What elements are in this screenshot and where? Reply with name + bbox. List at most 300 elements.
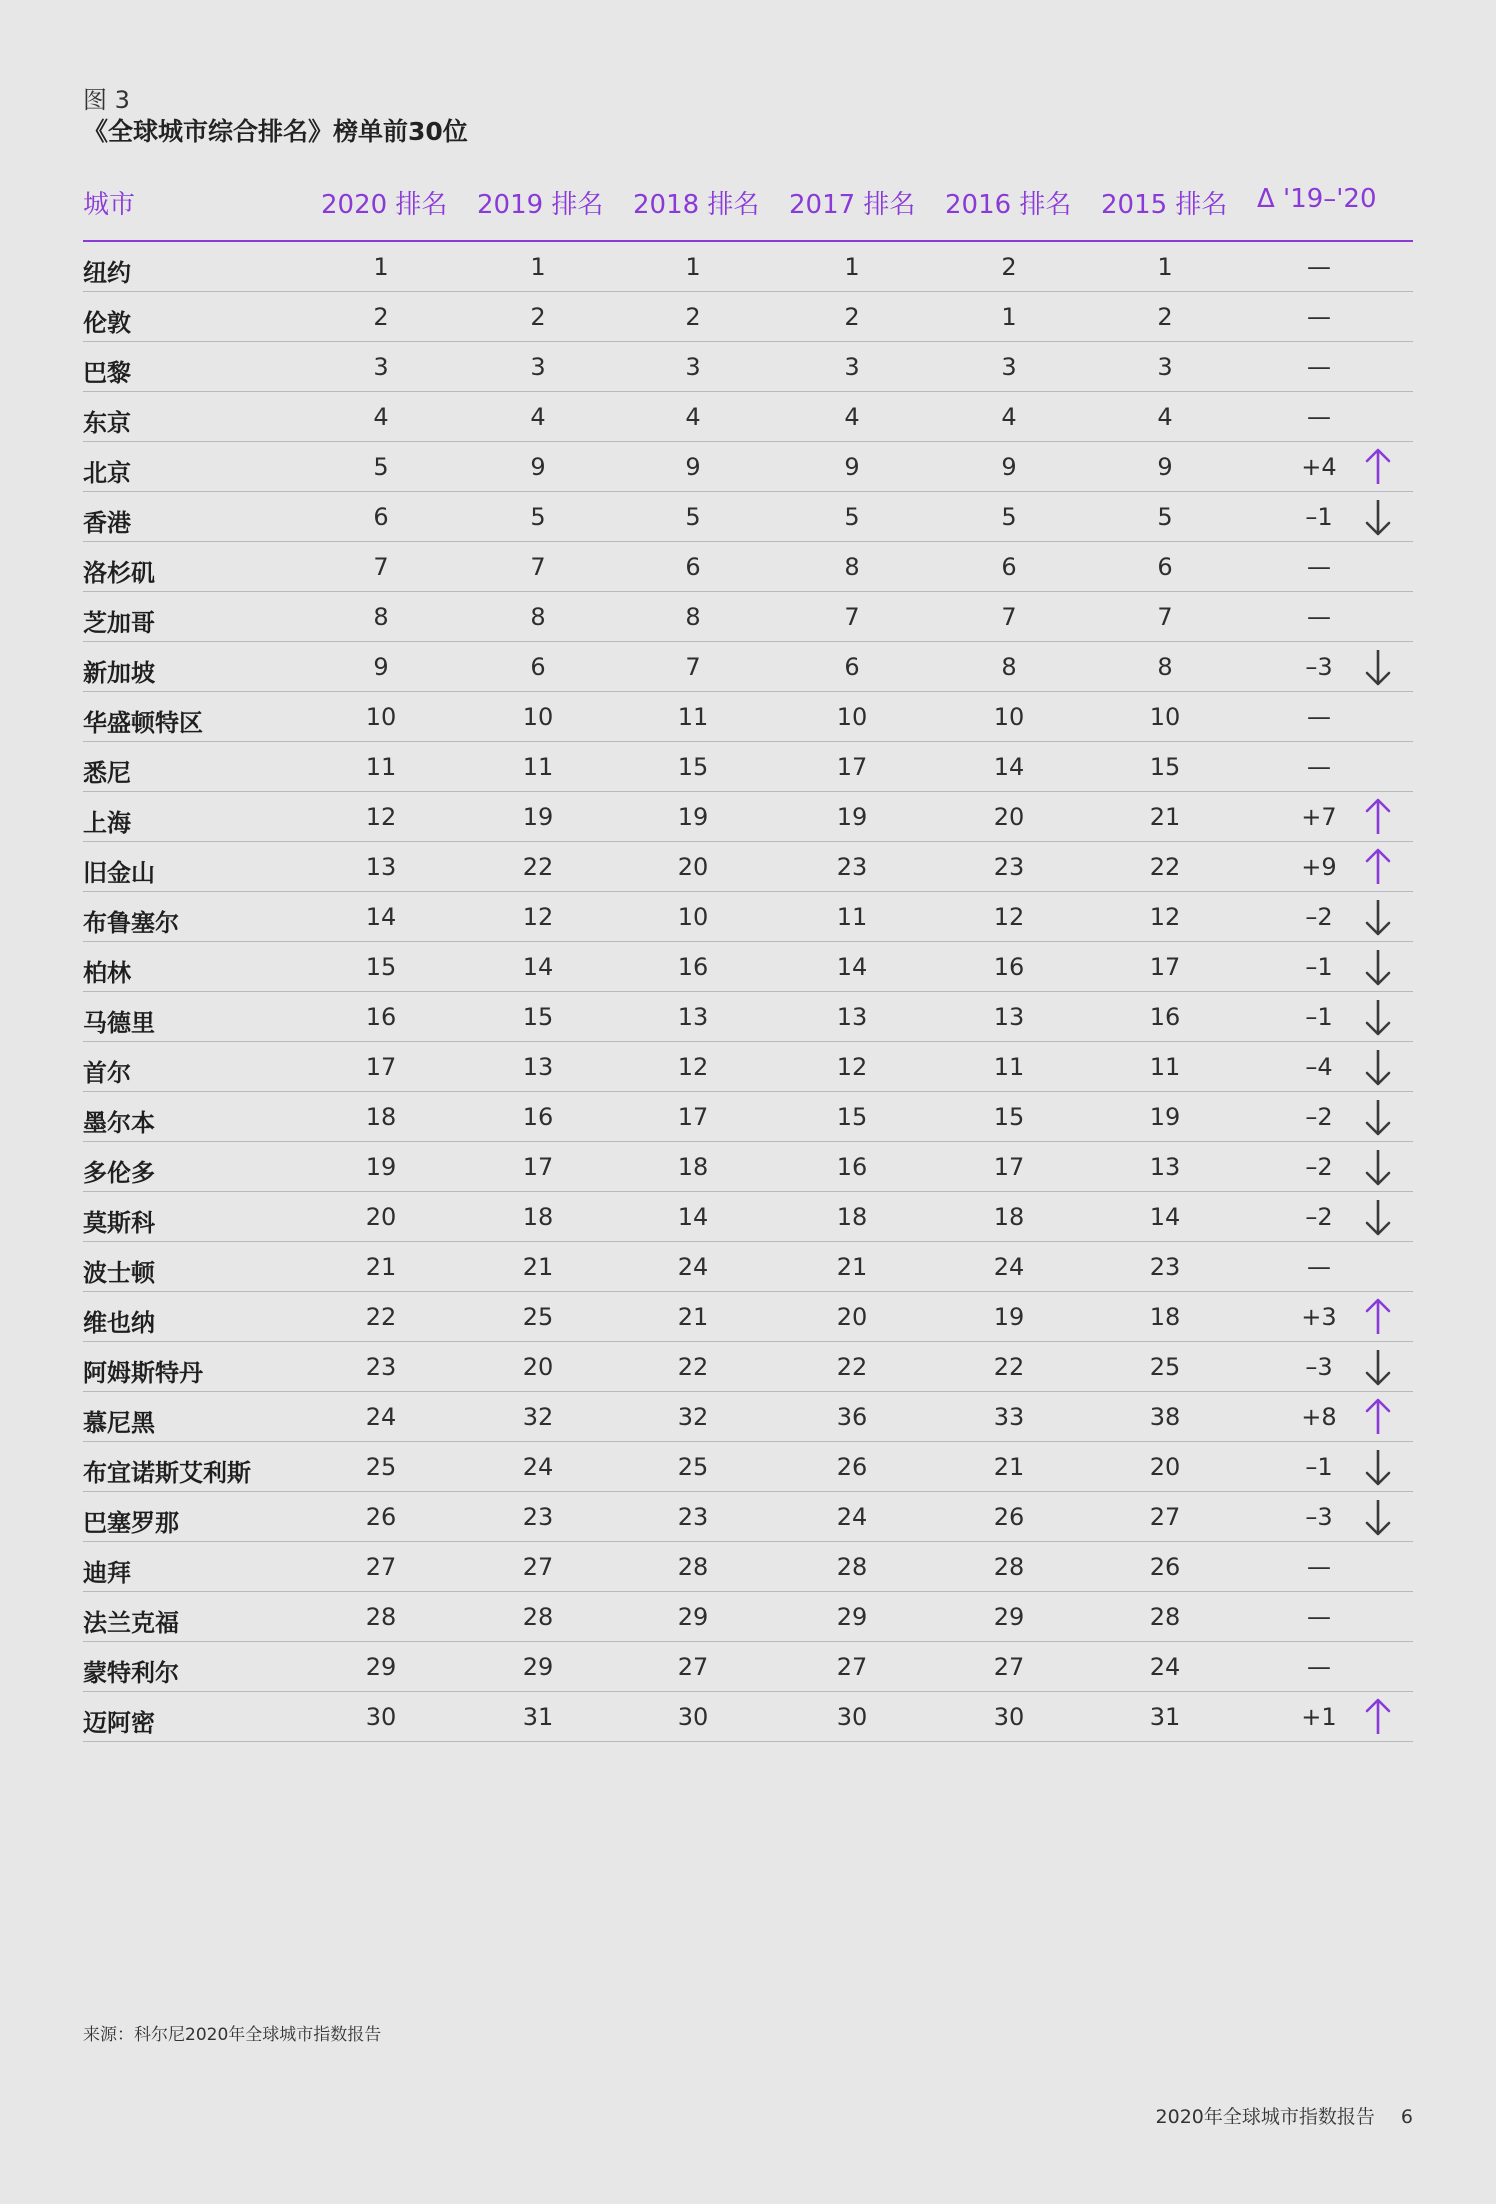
rank-2018: 2	[685, 303, 701, 331]
rank-2016: 4	[1001, 403, 1017, 431]
rank-2015: 20	[1149, 1453, 1181, 1481]
table-row	[83, 1592, 1413, 1642]
rank-2016: 30	[993, 1703, 1025, 1731]
city: 波士顿	[83, 1259, 155, 1287]
city: 法兰克福	[83, 1609, 179, 1637]
city: 北京	[83, 459, 131, 487]
rank-2017: 26	[836, 1453, 868, 1481]
table-row	[83, 1542, 1413, 1592]
rank-2017: 10	[836, 703, 868, 731]
header-2019: 2019 排名	[477, 190, 604, 220]
rank-2020: 11	[365, 753, 397, 781]
rank-change: –2	[1305, 1153, 1333, 1181]
rank-2015: 22	[1149, 853, 1181, 881]
rank-2015: 12	[1149, 903, 1181, 931]
city: 维也纳	[83, 1309, 155, 1337]
arrow-down-icon	[1363, 996, 1393, 1038]
rank-2019: 10	[522, 703, 554, 731]
city: 马德里	[83, 1009, 155, 1037]
rank-2019: 28	[522, 1603, 554, 1631]
city: 首尔	[83, 1059, 131, 1087]
rank-2020: 15	[365, 953, 397, 981]
city: 旧金山	[83, 859, 155, 887]
rank-change: –3	[1305, 1353, 1333, 1381]
rank-2017: 1	[844, 253, 860, 281]
rank-2017: 6	[844, 653, 860, 681]
city: 洛杉矶	[83, 559, 155, 587]
arrow-down-icon	[1363, 496, 1393, 538]
city: 芝加哥	[83, 609, 155, 637]
rank-2016: 13	[993, 1003, 1025, 1031]
city: 上海	[83, 809, 131, 837]
rank-2019: 22	[522, 853, 554, 881]
rank-2020: 18	[365, 1103, 397, 1131]
rank-2016: 2	[1001, 253, 1017, 281]
rank-2017: 2	[844, 303, 860, 331]
rank-2019: 8	[530, 603, 546, 631]
rank-2016: 9	[1001, 453, 1017, 481]
table-row	[83, 1192, 1413, 1242]
rank-2017: 7	[844, 603, 860, 631]
rank-2016: 18	[993, 1203, 1025, 1231]
rank-2019: 1	[530, 253, 546, 281]
rank-2016: 6	[1001, 553, 1017, 581]
header-delta: Δ '19–'20	[1257, 184, 1377, 214]
table-row	[83, 1692, 1413, 1742]
rank-2018: 13	[677, 1003, 709, 1031]
rank-2018: 8	[685, 603, 701, 631]
rank-2015: 18	[1149, 1303, 1181, 1331]
rank-2019: 2	[530, 303, 546, 331]
table-row	[83, 1292, 1413, 1342]
rank-2020: 19	[365, 1153, 397, 1181]
header-2018: 2018 排名	[633, 190, 760, 220]
rank-2017: 18	[836, 1203, 868, 1231]
arrow-down-icon	[1363, 1196, 1393, 1238]
table-row	[83, 992, 1413, 1042]
rank-2018: 7	[685, 653, 701, 681]
rank-2016: 19	[993, 1303, 1025, 1331]
rank-2018: 18	[677, 1153, 709, 1181]
rank-2018: 6	[685, 553, 701, 581]
rank-2015: 13	[1149, 1153, 1181, 1181]
rank-2018: 22	[677, 1353, 709, 1381]
rank-change: +3	[1301, 1303, 1337, 1331]
table-row	[83, 292, 1413, 342]
rank-2016: 22	[993, 1353, 1025, 1381]
rank-2016: 12	[993, 903, 1025, 931]
rank-2018: 9	[685, 453, 701, 481]
table-row	[83, 642, 1413, 692]
rank-2018: 29	[677, 1603, 709, 1631]
rank-2019: 12	[522, 903, 554, 931]
table-row	[83, 342, 1413, 392]
figure-label: 图 3	[83, 86, 130, 114]
rank-2016: 3	[1001, 353, 1017, 381]
table-row	[83, 942, 1413, 992]
rank-change: –2	[1305, 1103, 1333, 1131]
rank-2020: 21	[365, 1253, 397, 1281]
city: 阿姆斯特丹	[83, 1359, 203, 1387]
rank-2016: 14	[993, 753, 1025, 781]
rank-2018: 10	[677, 903, 709, 931]
rank-2016: 23	[993, 853, 1025, 881]
rank-2015: 27	[1149, 1503, 1181, 1531]
rank-2020: 26	[365, 1503, 397, 1531]
city: 纽约	[83, 259, 131, 287]
page-footer	[1156, 2102, 1413, 2129]
rank-2019: 13	[522, 1053, 554, 1081]
rank-change: –3	[1305, 1503, 1333, 1531]
header-2017: 2017 排名	[789, 190, 916, 220]
rank-2020: 16	[365, 1003, 397, 1031]
rank-2020: 12	[365, 803, 397, 831]
table-row	[83, 1142, 1413, 1192]
rank-2017: 13	[836, 1003, 868, 1031]
table-row	[83, 1242, 1413, 1292]
rank-2020: 4	[373, 403, 389, 431]
rank-2018: 24	[677, 1253, 709, 1281]
rank-2020: 3	[373, 353, 389, 381]
rank-2016: 5	[1001, 503, 1017, 531]
rank-2017: 8	[844, 553, 860, 581]
rank-2016: 7	[1001, 603, 1017, 631]
rank-2020: 27	[365, 1553, 397, 1581]
rank-2015: 38	[1149, 1403, 1181, 1431]
rank-2015: 21	[1149, 803, 1181, 831]
figure-title: 《全球城市综合排名》榜单前30位	[83, 117, 468, 146]
city: 华盛顿特区	[83, 709, 203, 737]
arrow-down-icon	[1363, 896, 1393, 938]
rank-2020: 22	[365, 1303, 397, 1331]
header-2020: 2020 排名	[321, 190, 448, 220]
rank-2018: 12	[677, 1053, 709, 1081]
rank-2017: 12	[836, 1053, 868, 1081]
rank-2015: 3	[1157, 353, 1173, 381]
rank-2017: 14	[836, 953, 868, 981]
table-row	[83, 1392, 1413, 1442]
rank-2016: 20	[993, 803, 1025, 831]
rank-2018: 23	[677, 1503, 709, 1531]
source-note: 来源：科尔尼2020年全球城市指数报告	[83, 2025, 382, 2045]
arrow-down-icon	[1363, 946, 1393, 988]
rank-2019: 20	[522, 1353, 554, 1381]
table-row	[83, 242, 1413, 292]
table-row	[83, 592, 1413, 642]
rank-2017: 21	[836, 1253, 868, 1281]
rank-2018: 21	[677, 1303, 709, 1331]
arrow-down-icon	[1363, 1046, 1393, 1088]
rank-change: —	[1307, 253, 1331, 281]
arrow-up-icon	[1363, 846, 1393, 888]
rank-2020: 8	[373, 603, 389, 631]
table-row	[83, 792, 1413, 842]
rank-2020: 14	[365, 903, 397, 931]
rank-2015: 8	[1157, 653, 1173, 681]
rank-2016: 1	[1001, 303, 1017, 331]
city: 悉尼	[83, 759, 131, 787]
rank-change: —	[1307, 403, 1331, 431]
arrow-down-icon	[1363, 1446, 1393, 1488]
rank-2016: 26	[993, 1503, 1025, 1531]
table-row	[83, 542, 1413, 592]
rank-2018: 20	[677, 853, 709, 881]
rank-2020: 25	[365, 1453, 397, 1481]
table-row	[83, 492, 1413, 542]
rank-2015: 26	[1149, 1553, 1181, 1581]
rank-change: +4	[1301, 453, 1337, 481]
rank-2017: 16	[836, 1153, 868, 1181]
rank-2020: 9	[373, 653, 389, 681]
rank-change: –1	[1305, 503, 1333, 531]
rank-2020: 24	[365, 1403, 397, 1431]
rank-2016: 33	[993, 1403, 1025, 1431]
rank-2018: 17	[677, 1103, 709, 1131]
rank-change: —	[1307, 553, 1331, 581]
rank-2015: 31	[1149, 1703, 1181, 1731]
rank-change: –2	[1305, 903, 1333, 931]
rank-2017: 24	[836, 1503, 868, 1531]
table-row	[83, 1442, 1413, 1492]
rank-2018: 14	[677, 1203, 709, 1231]
table-row	[83, 1042, 1413, 1092]
rank-2015: 16	[1149, 1003, 1181, 1031]
city: 伦敦	[83, 309, 131, 337]
rank-change: —	[1307, 303, 1331, 331]
city: 新加坡	[83, 659, 155, 687]
table-row	[83, 892, 1413, 942]
rank-2017: 17	[836, 753, 868, 781]
table-body	[83, 242, 1413, 1742]
city: 巴黎	[83, 359, 131, 387]
rank-2015: 1	[1157, 253, 1173, 281]
rank-2019: 19	[522, 803, 554, 831]
rank-2015: 23	[1149, 1253, 1181, 1281]
arrow-down-icon	[1363, 1096, 1393, 1138]
rank-2018: 11	[677, 703, 709, 731]
rank-change: –2	[1305, 1203, 1333, 1231]
rank-2019: 21	[522, 1253, 554, 1281]
rank-2019: 16	[522, 1103, 554, 1131]
rank-2015: 15	[1149, 753, 1181, 781]
city: 莫斯科	[83, 1209, 155, 1237]
rank-2019: 23	[522, 1503, 554, 1531]
table-header	[83, 170, 1413, 242]
rank-2015: 9	[1157, 453, 1173, 481]
city: 多伦多	[83, 1159, 155, 1187]
header-2015: 2015 排名	[1101, 190, 1228, 220]
rank-2019: 32	[522, 1403, 554, 1431]
city: 巴塞罗那	[83, 1509, 179, 1537]
city: 布鲁塞尔	[83, 909, 179, 937]
rank-2019: 3	[530, 353, 546, 381]
rank-change: –1	[1305, 1453, 1333, 1481]
rank-2020: 2	[373, 303, 389, 331]
rank-2019: 24	[522, 1453, 554, 1481]
rank-2020: 30	[365, 1703, 397, 1731]
table-row	[83, 692, 1413, 742]
rank-change: –1	[1305, 953, 1333, 981]
rank-change: —	[1307, 1653, 1331, 1681]
rank-2015: 19	[1149, 1103, 1181, 1131]
arrow-down-icon	[1363, 646, 1393, 688]
rank-2020: 28	[365, 1603, 397, 1631]
rank-2019: 15	[522, 1003, 554, 1031]
rank-2016: 8	[1001, 653, 1017, 681]
rank-2015: 28	[1149, 1603, 1181, 1631]
rank-2017: 28	[836, 1553, 868, 1581]
rank-2016: 27	[993, 1653, 1025, 1681]
rank-2020: 29	[365, 1653, 397, 1681]
rank-2016: 21	[993, 1453, 1025, 1481]
rank-2015: 17	[1149, 953, 1181, 981]
rank-2015: 7	[1157, 603, 1173, 631]
rank-2020: 23	[365, 1353, 397, 1381]
city: 蒙特利尔	[83, 1659, 179, 1687]
rank-2019: 18	[522, 1203, 554, 1231]
city: 迈阿密	[83, 1709, 155, 1737]
rank-2019: 7	[530, 553, 546, 581]
rank-2016: 10	[993, 703, 1025, 731]
rank-2016: 28	[993, 1553, 1025, 1581]
rank-2017: 5	[844, 503, 860, 531]
rank-2016: 29	[993, 1603, 1025, 1631]
rank-2018: 15	[677, 753, 709, 781]
rank-change: —	[1307, 603, 1331, 631]
rank-2019: 31	[522, 1703, 554, 1731]
rank-2015: 10	[1149, 703, 1181, 731]
arrow-down-icon	[1363, 1346, 1393, 1388]
rank-2020: 13	[365, 853, 397, 881]
page-number: 6	[1400, 2106, 1413, 2128]
table-row	[83, 392, 1413, 442]
rank-2016: 16	[993, 953, 1025, 981]
city: 迪拜	[83, 1559, 131, 1587]
rank-2020: 1	[373, 253, 389, 281]
rank-2016: 17	[993, 1153, 1025, 1181]
header-2016: 2016 排名	[945, 190, 1072, 220]
rank-change: +1	[1301, 1703, 1337, 1731]
rank-2019: 29	[522, 1653, 554, 1681]
city: 柏林	[83, 959, 131, 987]
rank-2018: 32	[677, 1403, 709, 1431]
city: 布宜诺斯艾利斯	[83, 1459, 251, 1487]
rank-2017: 23	[836, 853, 868, 881]
rank-2018: 1	[685, 253, 701, 281]
rank-change: +7	[1301, 803, 1337, 831]
rank-change: –4	[1305, 1053, 1333, 1081]
rank-2018: 30	[677, 1703, 709, 1731]
rank-change: —	[1307, 1253, 1331, 1281]
arrow-down-icon	[1363, 1496, 1393, 1538]
rank-2017: 29	[836, 1603, 868, 1631]
table-row	[83, 1492, 1413, 1542]
rank-2015: 24	[1149, 1653, 1181, 1681]
rank-2017: 20	[836, 1303, 868, 1331]
rank-2020: 10	[365, 703, 397, 731]
rank-change: —	[1307, 753, 1331, 781]
rank-2017: 19	[836, 803, 868, 831]
rank-2017: 9	[844, 453, 860, 481]
rank-2016: 24	[993, 1253, 1025, 1281]
rank-2019: 11	[522, 753, 554, 781]
table-row	[83, 742, 1413, 792]
arrow-up-icon	[1363, 1696, 1393, 1738]
rank-2018: 19	[677, 803, 709, 831]
rank-2016: 15	[993, 1103, 1025, 1131]
rank-change: —	[1307, 353, 1331, 381]
rank-2018: 27	[677, 1653, 709, 1681]
rank-2018: 3	[685, 353, 701, 381]
rank-change: —	[1307, 703, 1331, 731]
rank-change: —	[1307, 1603, 1331, 1631]
rank-2015: 4	[1157, 403, 1173, 431]
rank-2020: 6	[373, 503, 389, 531]
rank-2019: 17	[522, 1153, 554, 1181]
rank-2019: 5	[530, 503, 546, 531]
rank-2020: 17	[365, 1053, 397, 1081]
rank-2018: 28	[677, 1553, 709, 1581]
arrow-down-icon	[1363, 1146, 1393, 1188]
rank-2015: 11	[1149, 1053, 1181, 1081]
rank-2017: 36	[836, 1403, 868, 1431]
rank-2019: 4	[530, 403, 546, 431]
rank-2017: 3	[844, 353, 860, 381]
arrow-up-icon	[1363, 1396, 1393, 1438]
footer-report-title: 2020年全球城市指数报告	[1155, 2106, 1375, 2128]
arrow-up-icon	[1363, 796, 1393, 838]
rank-2020: 5	[373, 453, 389, 481]
rank-change: +9	[1301, 853, 1337, 881]
city: 东京	[83, 409, 131, 437]
rank-2017: 15	[836, 1103, 868, 1131]
rank-2015: 25	[1149, 1353, 1181, 1381]
rank-2017: 22	[836, 1353, 868, 1381]
city: 香港	[83, 509, 131, 537]
city: 墨尔本	[83, 1109, 155, 1137]
rank-2017: 11	[836, 903, 868, 931]
rank-2018: 16	[677, 953, 709, 981]
rank-change: –3	[1305, 653, 1333, 681]
rank-2017: 27	[836, 1653, 868, 1681]
rank-2019: 27	[522, 1553, 554, 1581]
rank-2015: 6	[1157, 553, 1173, 581]
rank-2016: 11	[993, 1053, 1025, 1081]
table-row	[83, 1092, 1413, 1142]
rank-change: +8	[1301, 1403, 1337, 1431]
rank-change: —	[1307, 1553, 1331, 1581]
rank-2018: 4	[685, 403, 701, 431]
ranking-table	[83, 170, 1413, 1742]
rank-2018: 25	[677, 1453, 709, 1481]
rank-2019: 25	[522, 1303, 554, 1331]
city: 慕尼黑	[83, 1409, 155, 1437]
arrow-up-icon	[1363, 1296, 1393, 1338]
header-city: 城市	[83, 190, 136, 220]
rank-change: –1	[1305, 1003, 1333, 1031]
rank-2019: 9	[530, 453, 546, 481]
arrow-up-icon	[1363, 446, 1393, 488]
rank-2015: 5	[1157, 503, 1173, 531]
table-row	[83, 1342, 1413, 1392]
rank-2018: 5	[685, 503, 701, 531]
rank-2017: 4	[844, 403, 860, 431]
rank-2020: 7	[373, 553, 389, 581]
rank-2019: 14	[522, 953, 554, 981]
rank-2015: 2	[1157, 303, 1173, 331]
rank-2017: 30	[836, 1703, 868, 1731]
table-row	[83, 842, 1413, 892]
